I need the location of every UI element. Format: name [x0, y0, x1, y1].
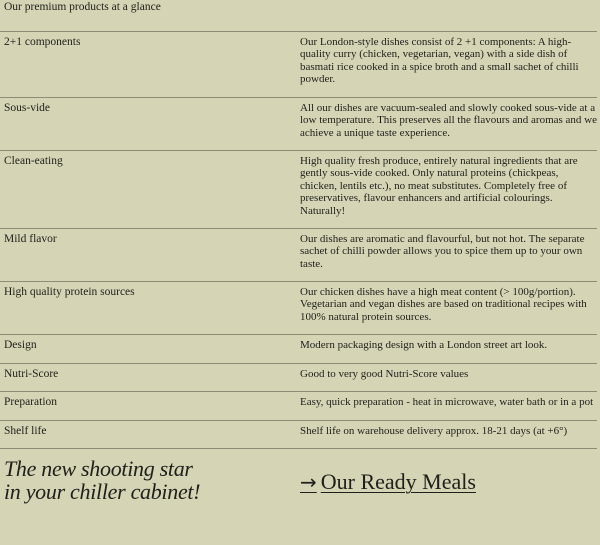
- feature-row: [0, 363, 597, 391]
- feature-description: Modern packaging design with a London street art look.: [300, 339, 548, 351]
- feature-label: Mild flavor: [4, 233, 57, 245]
- section-heading: Our premium products at a glance: [4, 1, 161, 13]
- feature-row: [0, 391, 597, 420]
- tagline-line: in your chiller cabinet!: [4, 479, 201, 504]
- feature-label: Design: [4, 339, 37, 351]
- feature-label: 2+1 components: [4, 36, 81, 48]
- feature-row: [0, 150, 597, 228]
- feature-description: Easy, quick preparation - heat in microwave, water bath or in a pot: [300, 396, 594, 408]
- feature-label: High quality protein sources: [4, 286, 135, 298]
- feature-label: Sous-vide: [4, 102, 50, 114]
- feature-description: Good to very good Nutri-Score values: [300, 368, 469, 380]
- feature-row: [0, 420, 597, 448]
- feature-label: Clean-eating: [4, 155, 63, 167]
- feature-row: [0, 334, 597, 363]
- ready-meals-link-label: Our Ready Meals: [320, 469, 476, 494]
- feature-description: Our chicken dishes have a high meat content (> 100g/portion). Vegetarian and vegan dishes are based on traditional recipes with 100% natural protein sources.: [300, 286, 587, 323]
- feature-description: Our dishes are aromatic and flavourful, but not hot. The separate sachet of chilli powder allows you to spice them up to your own taste.: [300, 233, 585, 270]
- tagline-line: The new shooting star: [4, 456, 193, 481]
- tagline: [4, 457, 284, 503]
- feature-description: All our dishes are vacuum-sealed and slowly cooked sous-vide at a low temperature. This preserves all the flavours and aromas and we achieve a unique taste experience.: [300, 102, 597, 139]
- feature-description: High quality fresh produce, entirely natural ingredients that are gently sous-vide cooked. Only natural proteins (chickpeas, chicken, lentils etc.), no meat substitutes. Completely free of preservatives, flavour enhancers and artificial colourings. Naturally!: [300, 155, 578, 217]
- arrow-right-icon: →: [300, 470, 317, 494]
- feature-label: Shelf life: [4, 425, 47, 437]
- ready-meals-link[interactable]: [300, 470, 476, 494]
- table-divider: [0, 448, 597, 449]
- feature-label: Preparation: [4, 396, 58, 408]
- feature-row: [0, 228, 597, 281]
- feature-row: [0, 281, 597, 334]
- feature-description: Our London-style dishes consist of 2 +1 components: A high-quality curry (chicken, vegetarian, vegan) with a side dish of basmati rice cooked in a spice broth and a small sachet of chilli powder.: [300, 36, 579, 86]
- feature-row: [0, 97, 597, 150]
- feature-label: Nutri-Score: [4, 368, 59, 380]
- feature-description: Shelf life on warehouse delivery approx. 18-21 days (at +6°): [300, 425, 568, 437]
- feature-row: [0, 31, 597, 97]
